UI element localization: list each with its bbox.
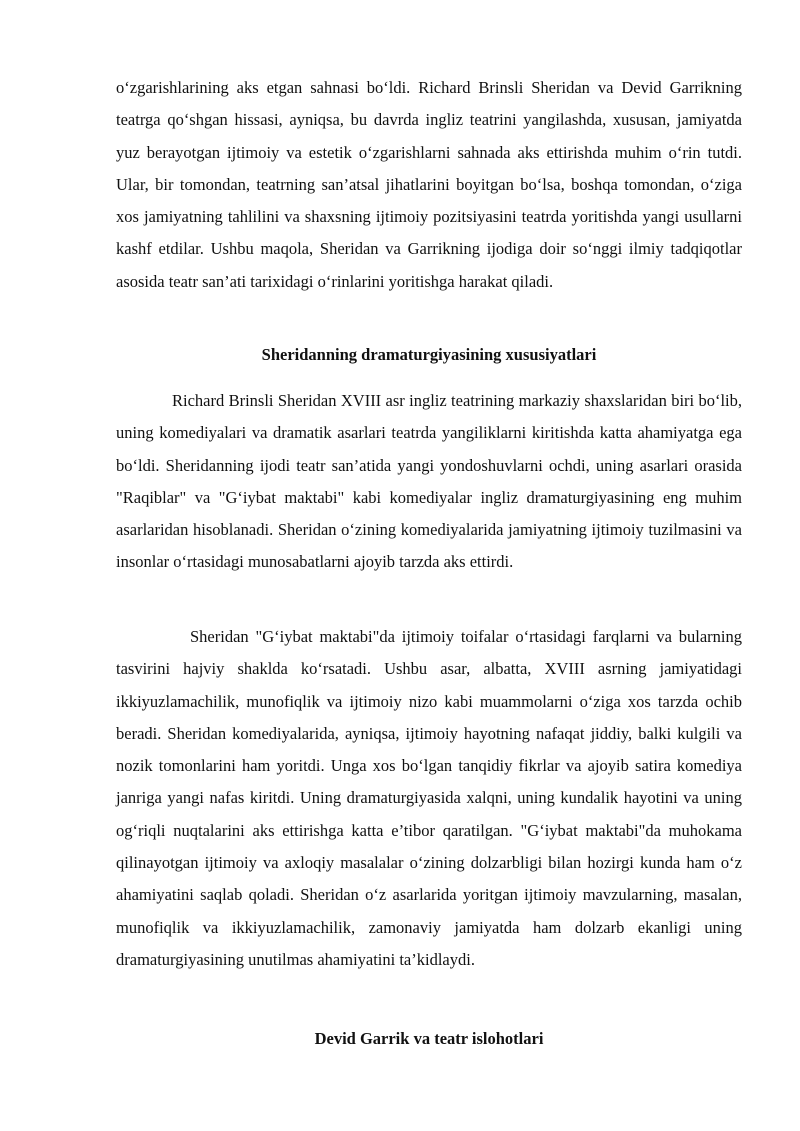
section-heading-sheridan: Sheridanning dramaturgiyasining xususiyatlari: [261, 345, 597, 364]
paragraph-text: Sheridan "Gʻiybat maktabi"da ijtimoiy toifalar oʻrtasidagi farqlarni va bularning tasvirini hajviy shaklda koʻrsatadi. Ushbu asar, albatta, XVIII asrning jamiyatidagi ikkiyuzlamachilik, munofiqlik va ijtimoiy nizo kabi muammolarni oʻziga xos tarzda ochib beradi. Sheridan komediyalarida, ayniqsa, ijtimoiy hayotning nafaqat jiddiy, balki kulgili va nozik tomonlarini ham yoritdi. Unga xos boʻlgan tanqidiy fikrlar va ajoyib satira komediya janriga yangi nafas kiritdi. Uning dramaturgiyasida xalqni, uning kundalik hayotini va uning ogʻriqli nuqtalarini aks ettirishga katta e’tibor qaratilgan. "Gʻiybat maktabi"da muhokama qilinayotgan ijtimoiy va axloqiy masalalar oʻzining dolzarbligi bilan hozirgi kunda ham oʻz ahamiyatini saqlab qoladi. Sheridan oʻz asarlarida yoritgan ijtimoiy mavzularning, masalan, munofiqlik va ikkiyuzlamachilik, zamonaviy jamiyatda ham dolzarb ekanligi uning dramaturgiyasining unutilmas ahamiyatini ta’kidlaydi.: [116, 627, 742, 969]
section-heading-garrick: Devid Garrik va teatr islohotlari: [314, 1029, 544, 1048]
paragraph-text: oʻzgarishlarining aks etgan sahnasi boʻldi. Richard Brinsli Sheridan va Devid Garrikning teatrga qoʻshgan hissasi, ayniqsa, bu davrda ingliz teatrini yangilashda, xususan, jamiyatda yuz berayotgan ijtimoiy va estetik oʻzgarishlarni sahnada aks ettirishda muhim oʻrin tutdi. Ular, bir tomondan, teatrning san’atsal jihatlarini boyitgan boʻlsa, boshqa tomondan, oʻziga xos jamiyatning tahlilini va shaxsning ijtimoiy pozitsiyasini teatrda yoritishda yangi usullarni kashf etdilar. Ushbu maqola, Sheridan va Garrikning ijodiga doir soʻnggi ilmiy tadqiqotlar asosida teatr san’ati tarixidagi oʻrinlarini yoritishga harakat qiladi.: [116, 78, 742, 291]
sheridan-paragraph-1: [116, 385, 742, 579]
intro-paragraph: [116, 72, 742, 298]
paragraph-text: Richard Brinsli Sheridan XVIII asr ingliz teatrining markaziy shaxslaridan biri boʻlib, uning komediyalari va dramatik asarlari teatrda yangiliklarni kiritishda katta ahamiyatga ega boʻldi. Sheridanning ijodi teatr san’atida yangi yondoshuvlarni ochdi, uning asarlari orasida "Raqiblar" va "Gʻiybat maktabi" kabi komediyalar ingliz dramaturgiyasining eng muhim asarlaridan hisoblanadi. Sheridan oʻzining komediyalarida jamiyatning ijtimoiy tuzilmasini va insonlar oʻrtasidagi munosabatlarni ajoyib tarzda aks ettirdi.: [116, 391, 742, 572]
sheridan-paragraph-2: [116, 621, 742, 976]
